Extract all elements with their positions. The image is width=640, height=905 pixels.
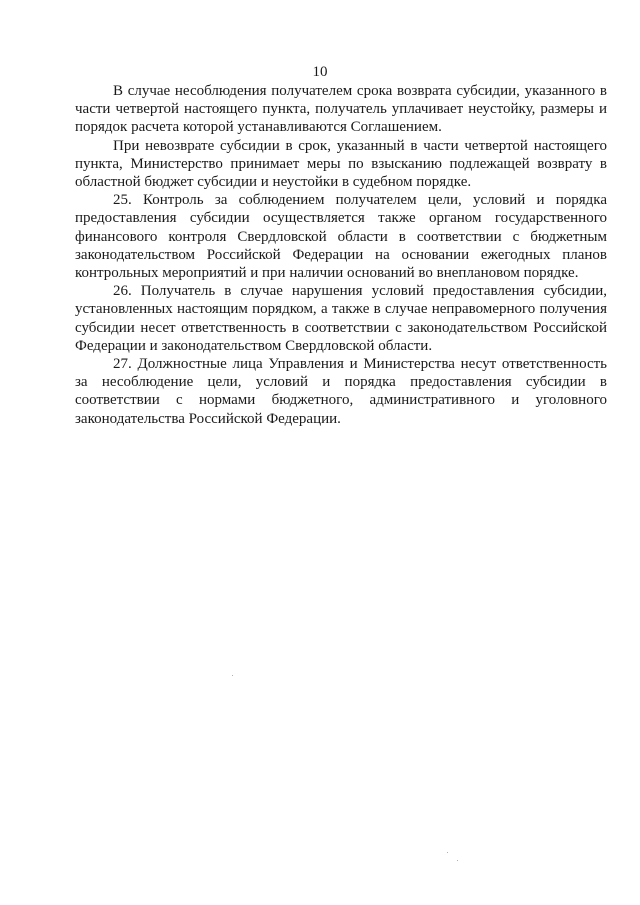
scan-speck [457,860,458,861]
paragraph-26-liability: 26. Получатель в случае нарушения условий предоставления субсидии, установленных настоящим порядком, а также в случае неправомерного получения субсидии несет ответственность в соответствии с законодательством Российской Федерации и законодательством Свердловской области. [75,283,607,354]
paragraph-27-officials-liability: 27. Должностные лица Управления и Министерства несут ответственность за несоблюдение цели, условий и порядка предоставления субсидии в соответствии с нормами бюджетного, административного и уголовного законодательства Российской Федерации. [75,356,607,427]
scan-speck [232,675,233,676]
paragraph-25-control: 25. Контроль за соблюдением получателем цели, условий и порядка предоставления субсидии осуществляется также органом государственного финансового контроля Свердловской области в соответствии с бюджетным законодательством Российской Федерации на основании ежегодных планов контрольных мероприятий и при наличии оснований во внеплановом порядке. [75,192,607,282]
paragraph-recovery-in-court: При невозврате субсидии в срок, указанный в части четвертой настоящего пункта, Министерство принимает меры по взысканию подлежащей возврату в областной бюджет субсидии и неустойки в судебном порядке. [75,137,607,191]
paragraph-refund-penalty: В случае несоблюдения получателем срока возврата субсидии, указанного в части четвертой настоящего пункта, получатель уплачивает неустойку, размеры и порядок расчета которой устанавливаются Соглашением. [75,83,607,136]
document-body [75,82,607,428]
scan-speck [447,852,448,853]
page-number: 10 [312,64,328,80]
